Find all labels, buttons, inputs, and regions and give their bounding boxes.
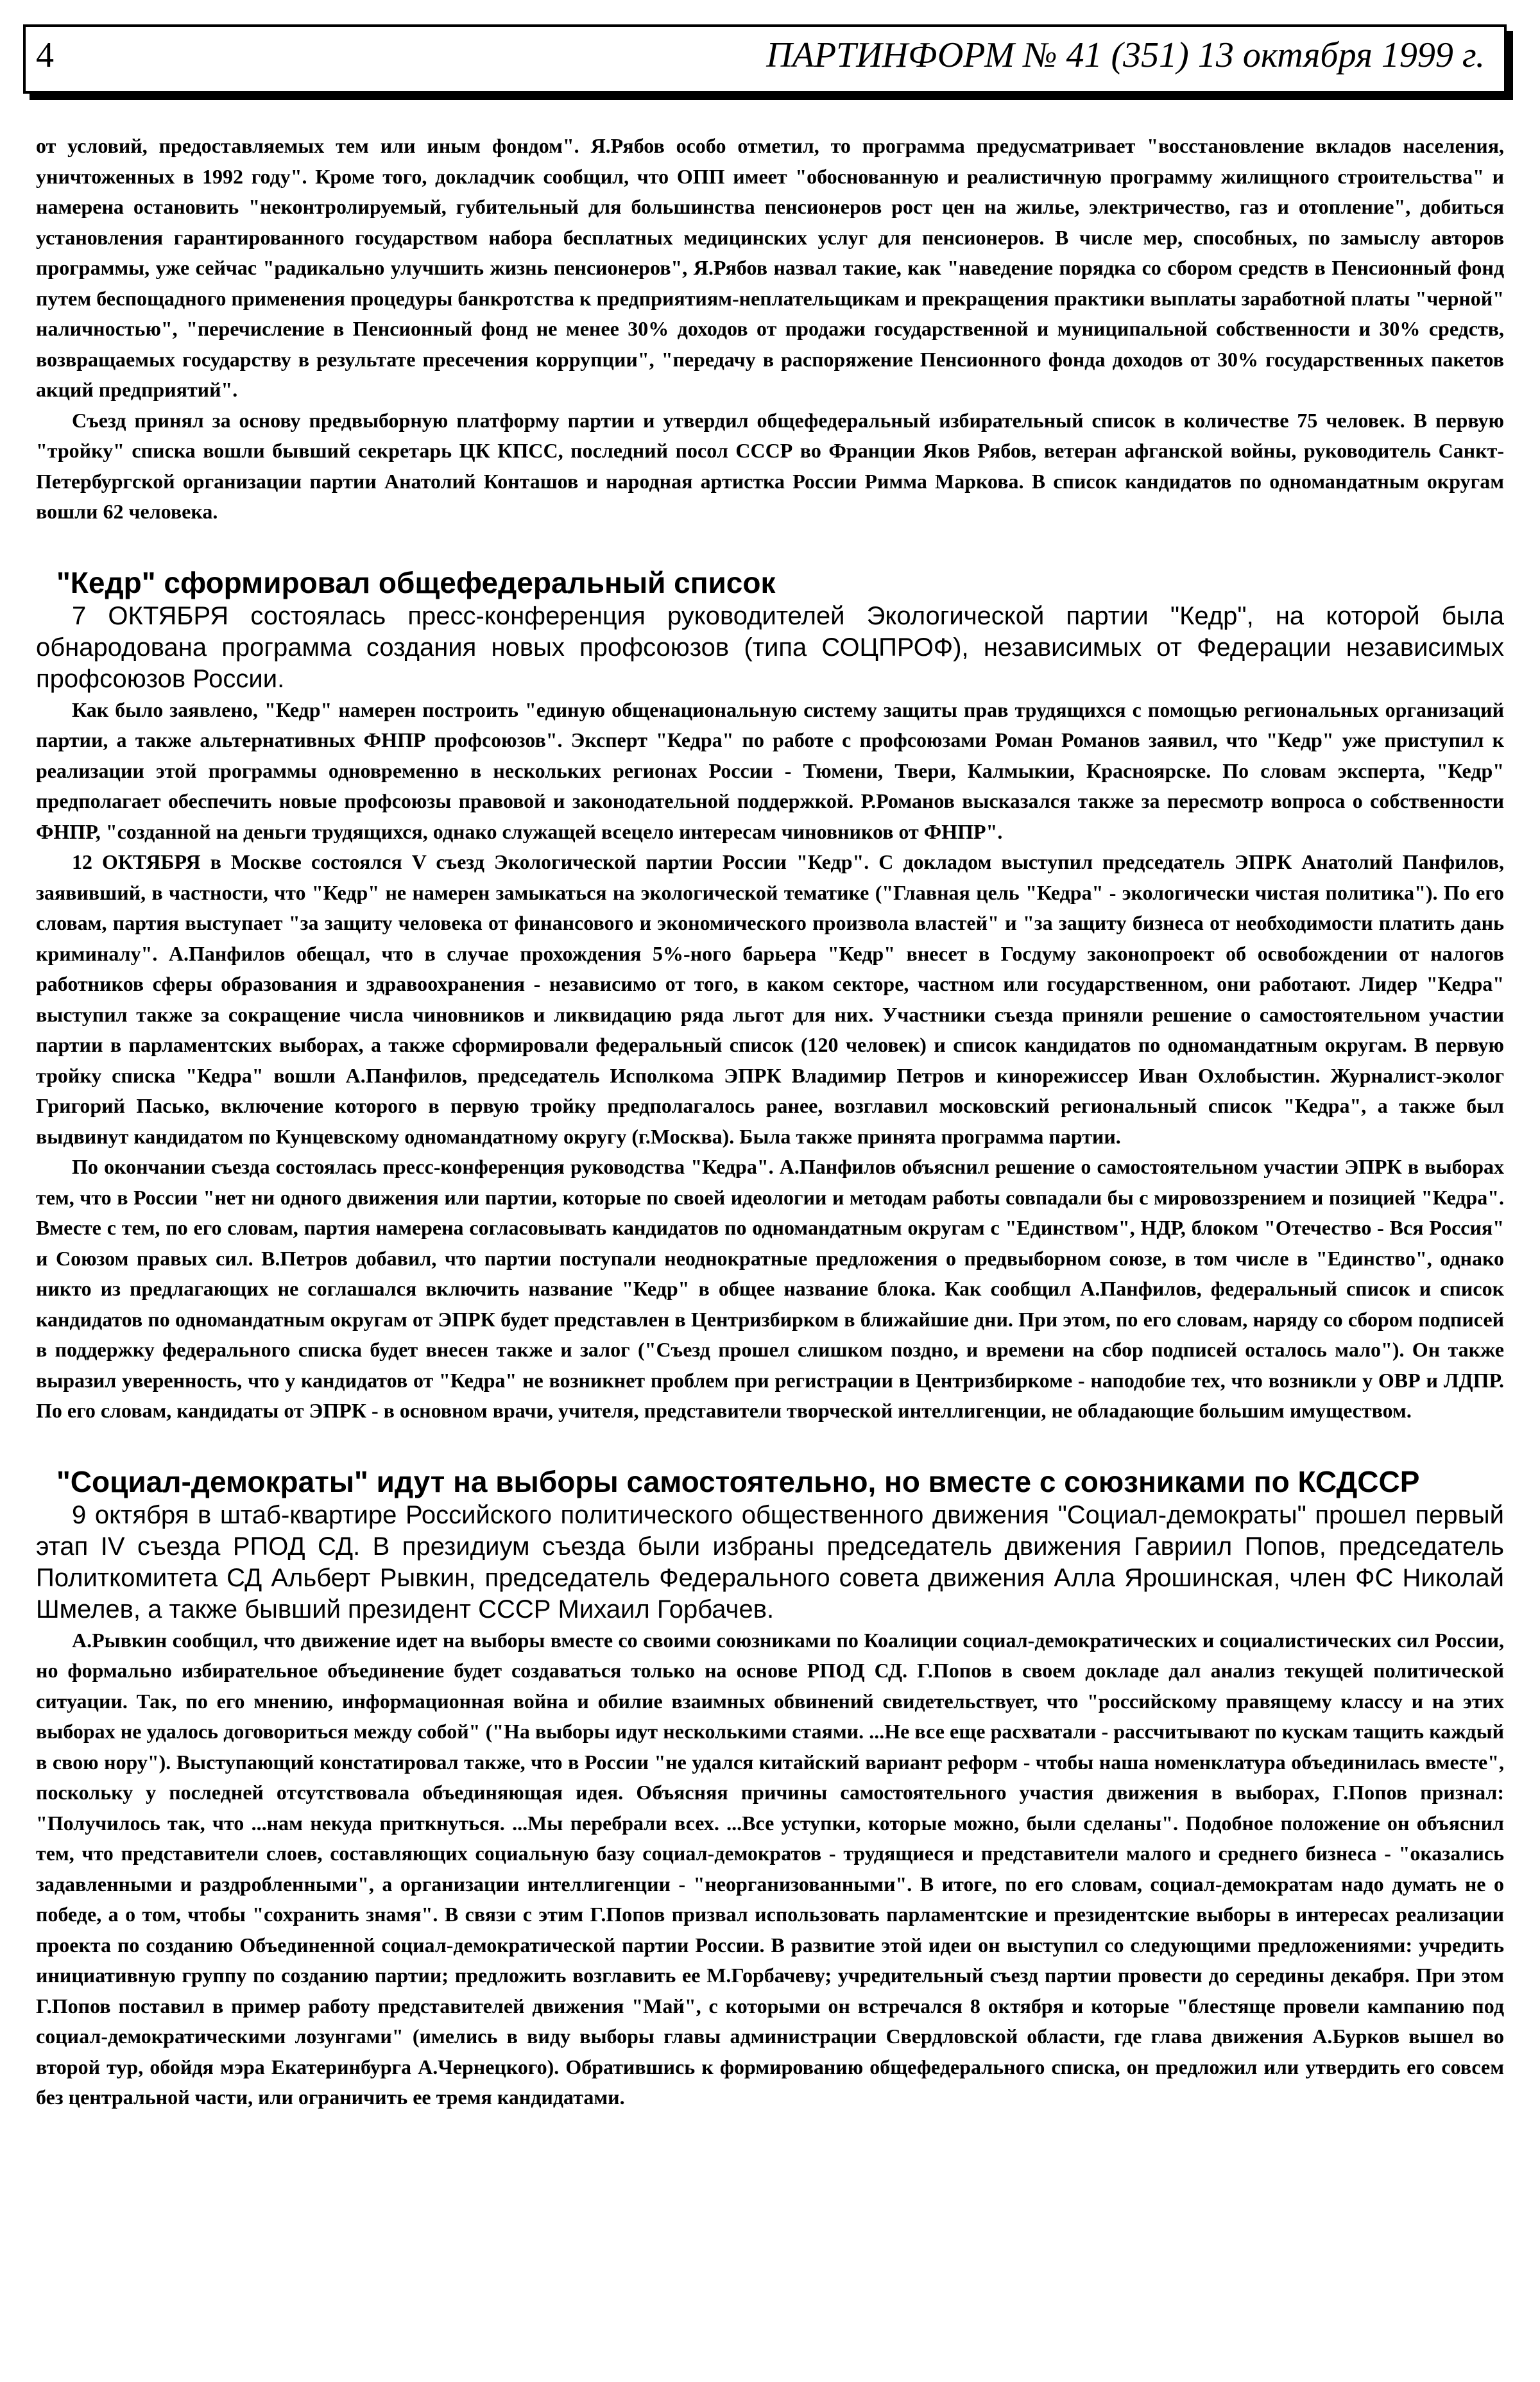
section-paragraph: А.Рывкин сообщил, что движение идет на выборы вместе со своими союзниками по Коалиции социал-демократических и социалистических сил России, но формально избирательное объединение будет создаваться только на основе РПОД СД. Г.Попов в своем докладе дал анализ текущей политической ситуации. Так, по его мнению, информационная война и обилие взаимных обвинений свидетельствует, что "российскому правящему классу и на этих выборах не удалось договориться между собой" ("На выборы идут несколькими стаями. ...Не все еще расхватали - рассчитывают по кускам тащить каждый в свою нору"). Выступающий констатировал также, что в России "не удался китайский вариант реформ - чтобы наша номенклатура объединилась вместе", поскольку у последней отсутствовала объединяющая идея. Объясняя причины самостоятельного участия движения в выборах, Г.Попов признал: "Получилось так, что ...нам некуда приткнуться. ...Мы перебрали всех. ...Все уступки, которые можно, были сделаны". Подобное положение он объяснил тем, что представители слоев, составляющих социальную базу социал-демократов - трудящиеся и представители малого и среднего бизнеса - "оказались задавленными и раздробленными", а организации интеллигенции - "неорганизованными". В итоге, по его словам, социал-демократам надо думать не о победе, а о том, чтобы "сохранить знамя". В связи с этим Г.Попов призвал использовать парламентские и президентские выборы в интересах реализации проекта по созданию Объединенной социал-демократической партии России. В развитие этой идеи он выступил со следующими предложениями: учредить инициативную группу по созданию партии; предложить возглавить ее М.Горбачеву; учредительный съезд партии провести до середины декабря. При этом Г.Попов поставил в пример работу представителей движения "Май", с которыми он встречался 8 октября и которые "блестяще провели кампанию под социал-демократическими лозунгами" (имелись в виду выборы главы администрации Свердловской области, где глава движения А.Бурков вышел во второй тур, обойдя мэра Екатеринбурга А.Чернецкого). Обратившись к формированию общефедерального списка, он предложил или утвердить его совсем без центральной части, или ограничить ее тремя кандидатами. <box>36 1628 1504 2109</box>
section-social-democrats <box>36 1464 1504 2113</box>
section-title: "Кедр" сформировал общефедеральный список <box>56 565 776 599</box>
section-lead: 7 ОКТЯБРЯ состоялась пресс-конференция руководителей Экологической партии "Кедр", на которой была обнародована программа создания новых профсоюзов (типа СОЦПРОФ), независимых от Федерации независимых профсоюзов России. <box>36 601 1504 693</box>
intro-paragraph: от условий, предоставляемых тем или иным фондом". Я.Рябов особо отметил, то программа предусматривает "восстановление вкладов населения, уничтоженных в 1992 году". Кроме того, докладчик сообщил, что ОПП имеет "обоснованную и реалистичную программу жилищного строительства" и намерена остановить "неконтролируемый, губительный для большинства пенсионеров рост цен на жилье, электричество, газ и отопление", добиться установления гарантированного государством набора бесплатных медицинских услуг для пенсионеров. В числе мер, способных, по замыслу авторов программы, уже сейчас "радикально улучшить жизнь пенсионеров", Я.Рябов назвал такие, как "наведение порядка со сбором средств в Пенсионный фонд путем беспощадного применения процедуры банкротства к предприятиям-неплательщикам и прекращения практики выплаты заработной платы "черной" наличностью", "перечисление в Пенсионный фонд не менее 30% доходов от продажи государственной и муниципальной собственности и 30% средств, возвращаемых государству в результате пресечения коррупции", "передачу в распоряжение Пенсионного фонда доходов от 30% государственных пакетов акций предприятий". <box>36 134 1504 401</box>
article-body <box>36 131 1504 2113</box>
section-paragraph: 12 ОКТЯБРЯ в Москве состоялся V съезд Экологической партии России "Кедр". С докладом выступил председатель ЭПРК Анатолий Панфилов, заявивший, в частности, что "Кедр" не намерен замыкаться на экологической тематике ("Главная цель "Кедра" - экологически чистая политика"). По его словам, партия выступает "за защиту человека от финансового и экономического произвола властей" и "за защиту бизнеса от необходимости платить дань криминалу". А.Панфилов обещал, что в случае прохождения 5%-ного барьера "Кедр" внесет в Госдуму законопроект об освобождении от налогов работников сферы образования и здравоохранения - независимо от того, в каком секторе, частном или государственном, они работают. Лидер "Кедра" выступил также за сокращение числа чиновников и ликвидацию ряда льгот для них. Участники съезда приняли решение о самостоятельном участии партии в парламентских выборах, а также сформировали федеральный список (120 человек) и список кандидатов по одномандатным округам. В первую тройку списка "Кедра" вошли А.Панфилов, председатель Исполкома ЭПРК Владимир Петров и кинорежиссер Иван Охлобыстин. Журналист-эколог Григорий Пасько, включение которого в первую тройку предполагалось ранее, возглавил московский региональный список "Кедра", а также был выдвинут кандидатом по Кунцевскому одномандатному округу (г.Москва). Была также принята программа партии. <box>36 850 1504 1148</box>
section-kedr <box>36 565 1504 1427</box>
intro-section <box>36 131 1504 527</box>
section-title: "Социал-демократы" идут на выборы самостоятельно, но вместе с союзниками по КСДССР <box>56 1464 1420 1498</box>
page-header <box>23 24 1507 94</box>
section-paragraph: По окончании съезда состоялась пресс-конференция руководства "Кедра". А.Панфилов объяснил решение о самостоятельном участии ЭПРК в выборах тем, что в России "нет ни одного движения или партии, которые по своей идеологии и методам работы совпадали бы с мировоззрением и позицией "Кедра". Вместе с тем, по его словам, партия намерена согласовывать кандидатов по одномандатным округам с "Единством", НДР, блоком "Отечество - Вся Россия" и Союзом правых сил. В.Петров добавил, что партии поступали неоднократные предложения о предвыборном союзе, в том числе в "Единство", однако никто из предлагающих не соглашался включить название "Кедр" в общее название блока. Как сообщил А.Панфилов, федеральный список и список кандидатов по одномандатным округам от ЭПРК будет представлен в Центризбирком в ближайшие дни. При этом, по его словам, наряду со сбором подписей в поддержку федерального списка будет внесен также и залог ("Съезд прошел слишком поздно, и времени на сбор подписей осталось мало"). Он также выразил уверенность, что у кандидатов от "Кедра" не возникнет проблем при регистрации в Центризбиркоме - наподобие тех, что возникли у ОВР и ЛДПР. По его словам, кандидаты от ЭПРК - в основном врачи, учителя, представители творческой интеллигенции, не обладающие большим имуществом. <box>36 1155 1504 1422</box>
section-lead: 9 октября в штаб-квартире Российского политического общественного движения "Социал-демократы" прошел первый этап IV съезда РПОД СД. В президиум съезда были избраны председатель движения Гавриил Попов, председатель Политкомитета СД Альберт Рывкин, председатель Федерального совета движения Алла Ярошинская, член ФС Николай Шмелев, а также бывший президент СССР Михаил Горбачев. <box>36 1500 1504 1624</box>
intro-paragraph: Съезд принял за основу предвыборную платформу партии и утвердил общефедеральный избирательный список в количестве 75 человек. В первую "тройку" списка вошли бывший секретарь ЦК КПСС, последний посол СССР во Франции Яков Рябов, ветеран афганской войны, руководитель Санкт-Петербургской организации партии Анатолий Конташов и народная артистка России Римма Маркова. В список кандидатов по одномандатным округам вошли 62 человека. <box>36 408 1504 523</box>
issue-title: ПАРТИНФОРМ № 41 (351) 13 октября 1999 г. <box>766 35 1485 75</box>
section-paragraph: Как было заявлено, "Кедр" намерен построить "единую общенациональную систему защиты прав трудящихся с помощью региональных организаций партии, а также альтернативных ФНПР профсоюзов". Эксперт "Кедра" по работе с профсоюзами Роман Романов заявил, что "Кедр" уже приступил к реализации этой программы одновременно в нескольких регионах России - Тюмени, Твери, Калмыкии, Красноярске. По словам эксперта, "Кедр" предполагает обеспечить новые профсоюзы правовой и законодательной поддержкой. Р.Романов высказался также за пересмотр вопроса о собственности ФНПР, "созданной на деньги трудящихся, однако служащей всецело интересам чиновников от ФНПР". <box>36 698 1504 843</box>
page-number: 4 <box>36 35 54 75</box>
